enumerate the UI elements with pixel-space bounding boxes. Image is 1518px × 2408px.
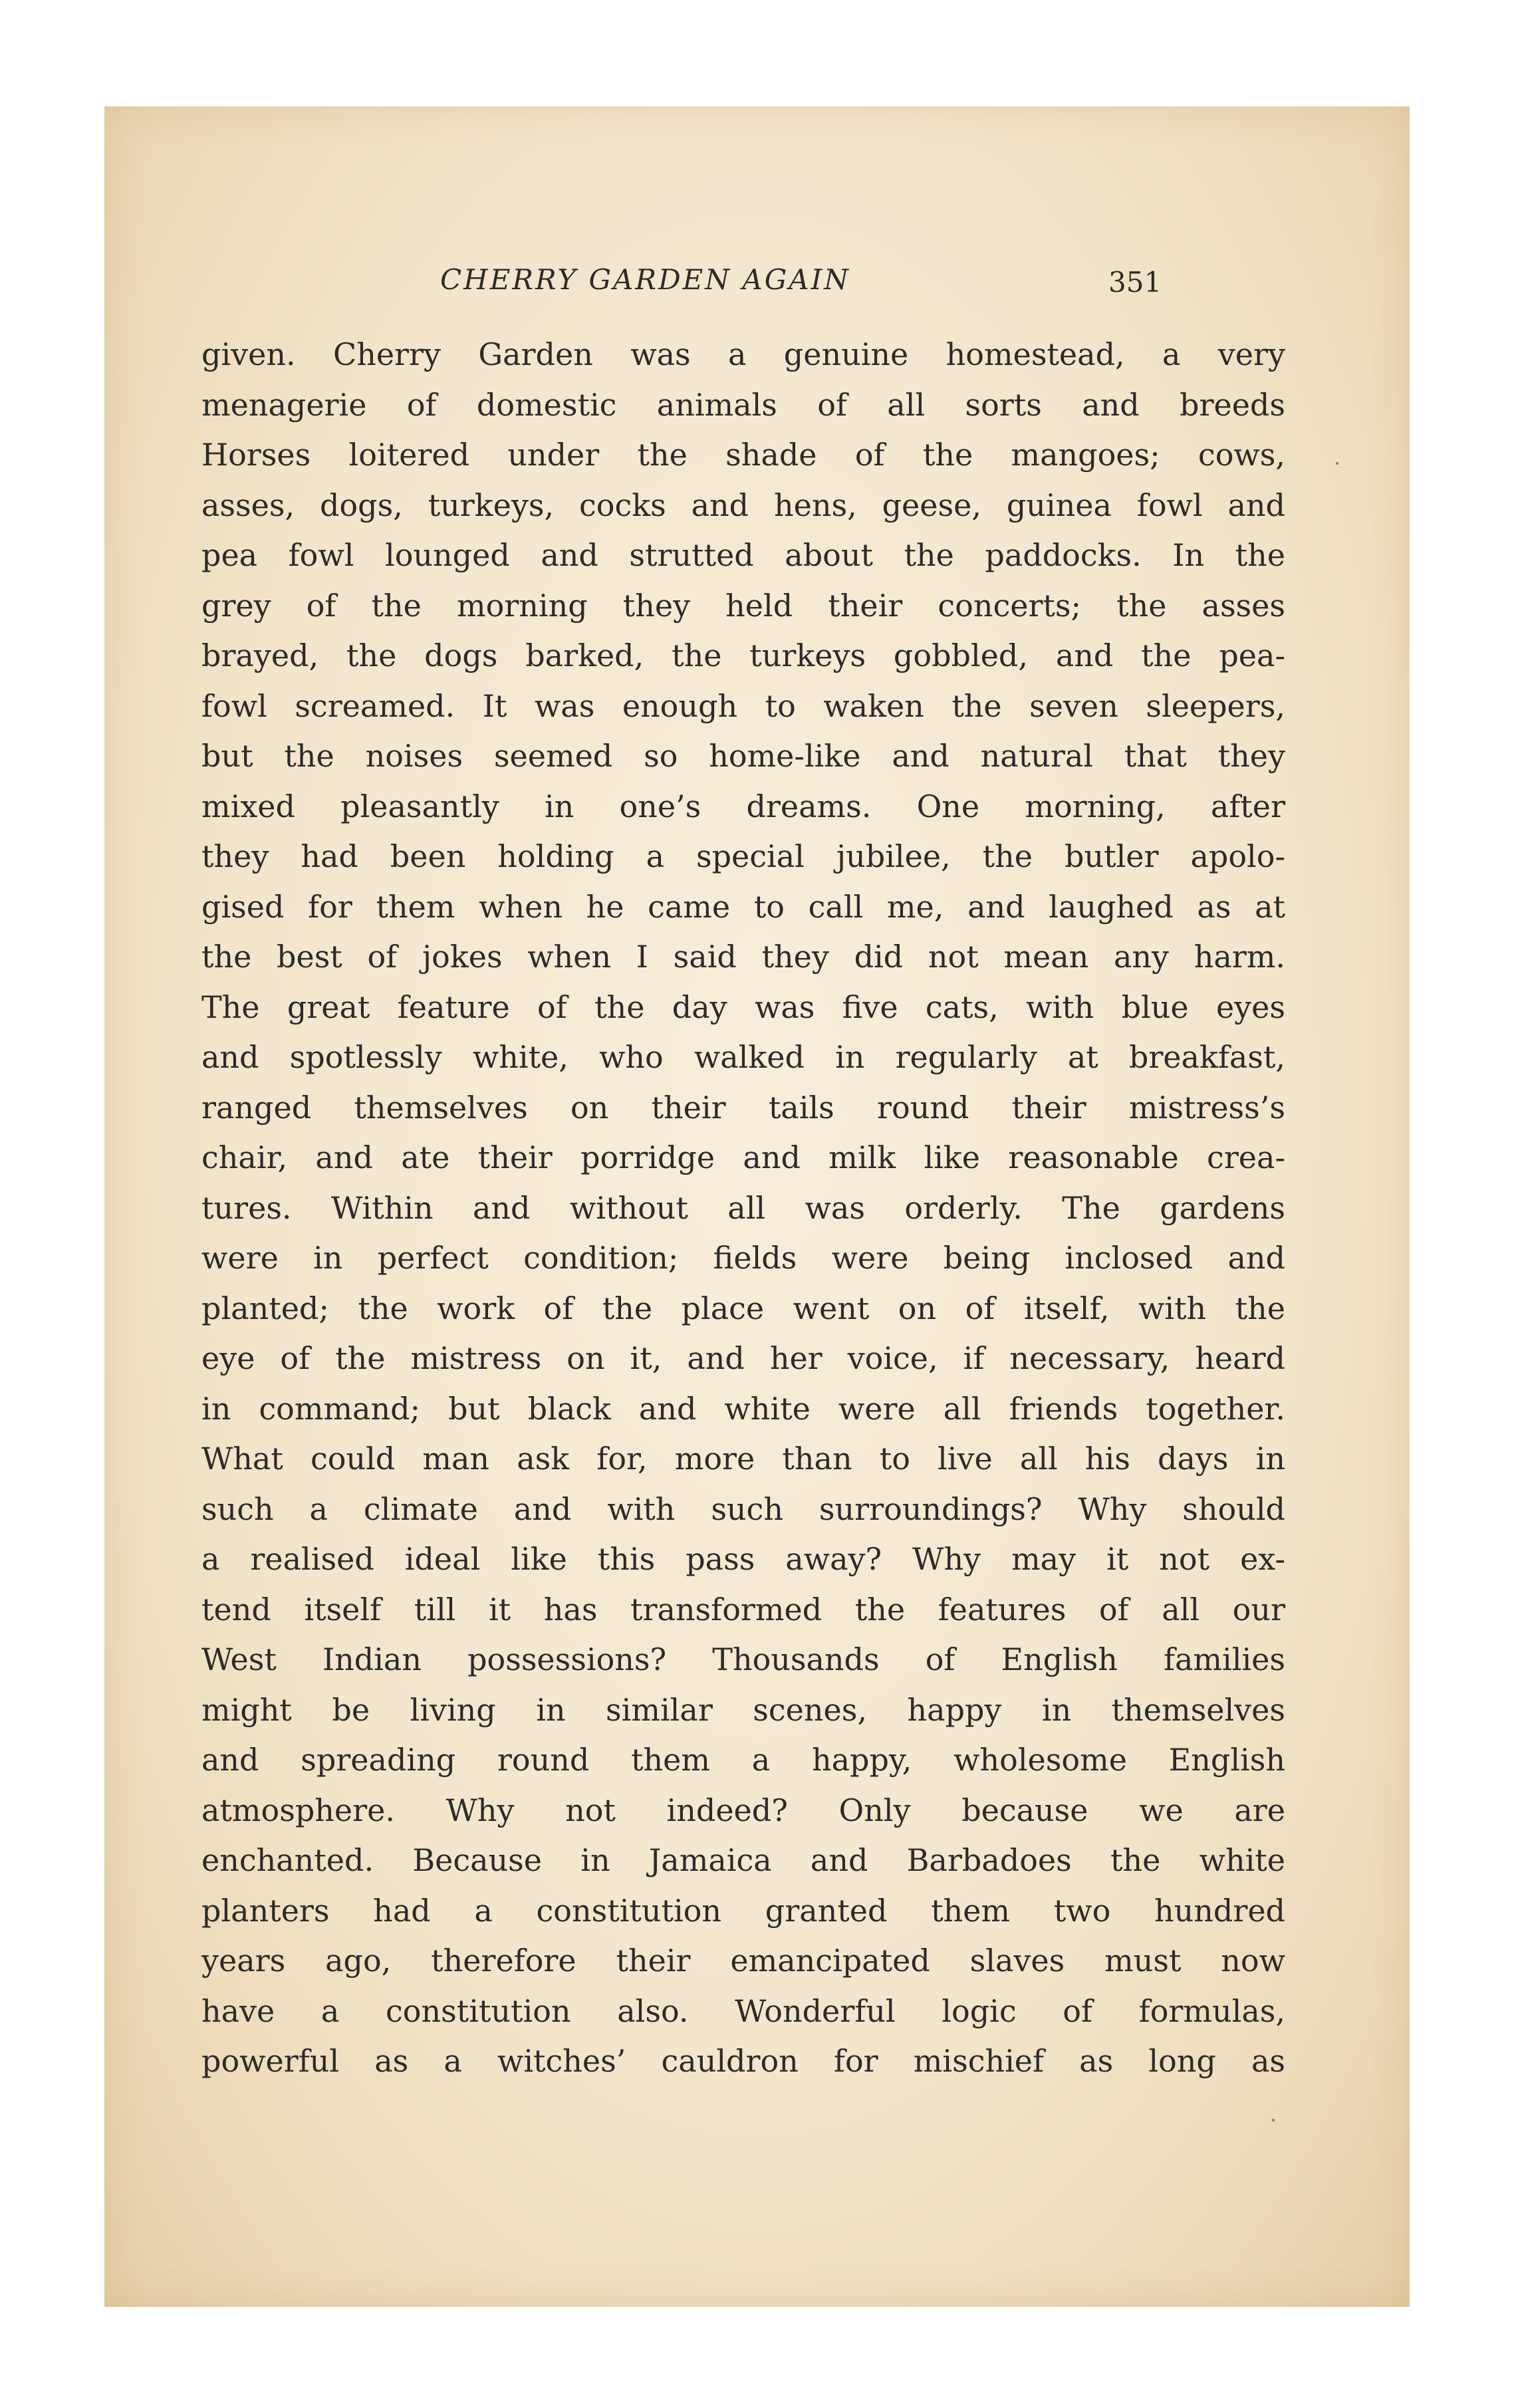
text-line: ranged themselves on their tails round their mistress’s — [201, 1089, 1285, 1126]
text-line: were in perfect condition; fields were being inclosed and — [201, 1240, 1285, 1276]
text-line: in command; but black and white were all friends together. — [201, 1390, 1285, 1427]
text-line: might be living in similar scenes, happy in themselves — [201, 1691, 1285, 1728]
text-line: brayed, the dogs barked, the turkeys gobbled, and the pea- — [201, 638, 1285, 673]
text-line: but the noises seemed so home-like and natural that they — [201, 738, 1285, 774]
text-line: enchanted. Because in Jamaica and Barbadoes the white — [201, 1842, 1285, 1878]
text-line: and spotlessly white, who walked in regularly at breakfast, — [201, 1039, 1285, 1075]
text-line: years ago, therefore their emancipated slaves must now — [201, 1943, 1285, 1979]
text-line: chair, and ate their porridge and milk like reasonable crea- — [201, 1140, 1285, 1175]
text-line: tend itself till it has transformed the features of all our — [201, 1591, 1285, 1627]
text-line: gised for them when he came to call me, and laughed as at — [201, 888, 1285, 925]
text-line: planters had a constitution granted them two hundred — [201, 1892, 1285, 1929]
text-line: atmosphere. Why not indeed? Only because we are — [201, 1792, 1285, 1828]
text-line: they had been holding a special jubilee, the butler apolo- — [201, 838, 1285, 874]
text-line: powerful as a witches’ cauldron for mischief as long as — [201, 2043, 1285, 2079]
page-number: 351 — [1108, 266, 1162, 299]
text-line: and spreading round them a happy, wholesome English — [201, 1742, 1285, 1778]
text-line: the best of jokes when I said they did not mean any harm. — [201, 939, 1285, 975]
body-text — [201, 330, 1285, 2087]
text-line: menagerie of domestic animals of all sorts and breeds — [201, 386, 1285, 423]
paper-speck — [1336, 462, 1338, 465]
text-line: West Indian possessions? Thousands of English families — [201, 1641, 1285, 1677]
text-line: have a constitution also. Wonderful logic of formulas, — [201, 1992, 1285, 2029]
text-line: a realised ideal like this pass away? Why may it not ex- — [201, 1541, 1285, 1577]
text-line: The great feature of the day was five cats, with blue eyes — [201, 989, 1285, 1025]
text-line: What could man ask for, more than to live all his days in — [201, 1441, 1285, 1477]
text-line: pea fowl lounged and strutted about the paddocks. In the — [201, 537, 1285, 573]
text-line: such a climate and with such surroundings? Why should — [201, 1491, 1285, 1527]
text-line: tures. Within and without all was orderly. The gardens — [201, 1189, 1285, 1226]
text-line: asses, dogs, turkeys, cocks and hens, geese, guinea fowl and — [201, 487, 1285, 523]
text-line: planted; the work of the place went on of itself, with the — [201, 1290, 1285, 1326]
chapter-title: CHERRY GARDEN AGAIN — [440, 263, 850, 296]
text-line: fowl screamed. It was enough to waken the seven sleepers, — [201, 687, 1285, 724]
text-line: grey of the morning they held their concerts; the asses — [201, 587, 1285, 624]
text-line: eye of the mistress on it, and her voice, if necessary, heard — [201, 1340, 1285, 1376]
text-line: given. Cherry Garden was a genuine homestead, a very — [201, 336, 1285, 372]
running-head — [104, 263, 1410, 310]
book-page — [104, 106, 1410, 2307]
text-line: mixed pleasantly in one’s dreams. One morning, after — [201, 788, 1285, 824]
text-line: Horses loitered under the shade of the mangoes; cows, — [201, 437, 1285, 473]
paper-speck — [1272, 2119, 1275, 2121]
